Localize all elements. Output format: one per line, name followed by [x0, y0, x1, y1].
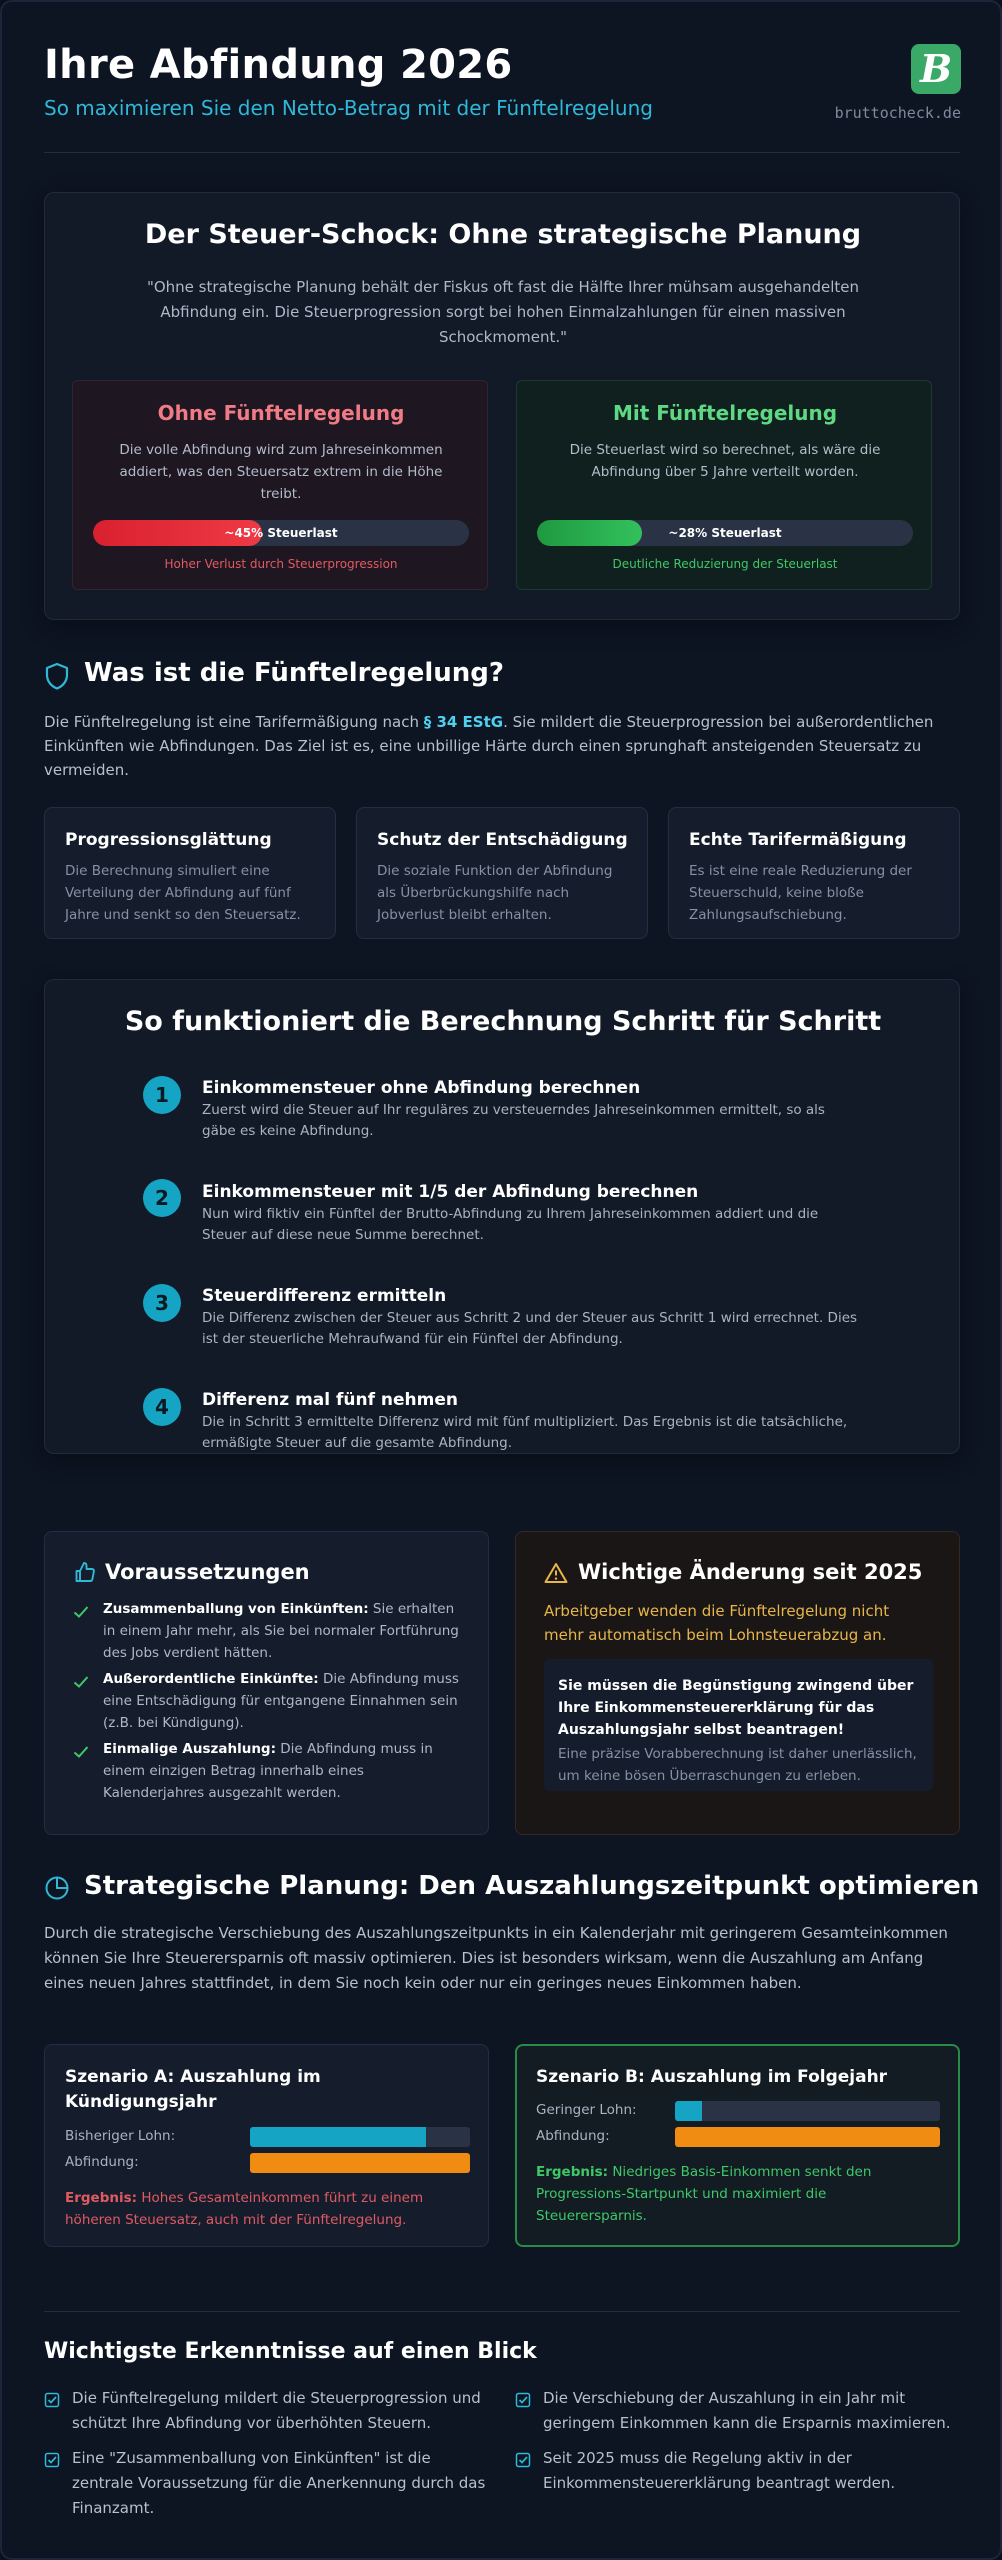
feature-text: Die soziale Funktion der Abfindung als Überbrückungshilfe nach Jobverlust bleibt erhalten. [377, 863, 613, 923]
check-icon [73, 1745, 89, 1759]
warning-icon [544, 1562, 568, 1584]
steps-title: So funktioniert die Berechnung Schritt für Schritt [124, 1006, 882, 1037]
law-reference[interactable]: § 34 EStG [423, 713, 504, 731]
requirement-text: Sie erhalten in einem Jahr mehr, als Sie bei normaler Fortführung des Jobs verdient hätten. [103, 1601, 459, 1661]
what-text-after: . Sie mildert die Steuerprogression bei außerordentlichen Einkünften wie Abfindungen. Das Ziel ist es, eine unbillige Härte durch einen sprunghaft ansteigenden Steuersatz zu vermeiden. [44, 713, 934, 779]
feature-card [44, 807, 336, 939]
requirement-text: Die Abfindung muss eine Entschädigung für entgangene Einnahmen sein (z.B. bei Kündigung). [103, 1671, 459, 1731]
divider [44, 152, 960, 153]
step-title: Einkommensteuer mit 1/5 der Abfindung berechnen [202, 1182, 699, 1202]
takeaways-title: Wichtigste Erkenntnisse auf einen Blick [44, 2339, 537, 2364]
scenario-a-label-2: Abfindung: [65, 2154, 139, 2170]
strategy-paragraph: Durch die strategische Verschiebung des Auszahlungszeitpunkts in ein Kalenderjahr mit geringerem Gesamteinkommen können Sie Ihre Steuerersparnis oft massiv optimieren. Dies ist besonders wirksam, wenn die Auszahlung am Anfang eines neuen Jahres stattfindet, in dem Sie noch kein oder nur ein geringes neues Einkommen haben. [44, 1924, 948, 1992]
scenario-a-bar-1 [250, 2127, 470, 2147]
takeaway-item: Die Fünftelregelung mildert die Steuerprogression und schützt Ihre Abfindung vor überhöhten Steuern. [72, 2389, 481, 2432]
step-number: 3 [143, 1284, 181, 1322]
step-number: 4 [143, 1388, 181, 1426]
scenario-a-title: Szenario A: Auszahlung im Kündigungsjahr [65, 2067, 321, 2112]
requirement-bold: Zusammenballung von Einkünften: [103, 1601, 369, 1617]
change-notice [544, 1659, 933, 1791]
scenario-a-bar-2 [250, 2153, 470, 2173]
page-subtitle: So maximieren Sie den Netto-Betrag mit der Fünftelregelung [44, 96, 653, 120]
requirement-bold: Außerordentliche Einkünfte: [103, 1671, 319, 1687]
scenario-a-bar-1-fill [250, 2127, 426, 2147]
step-number: 2 [143, 1179, 181, 1217]
with-rule-bar-label: ~28% Steuerlast [668, 526, 782, 540]
what-text-before: Die Fünftelregelung ist eine Tarifermäßigung nach [44, 713, 424, 731]
what-title: Was ist die Fünftelregelung? [84, 658, 504, 688]
requirements-title: Voraussetzungen [105, 1560, 310, 1584]
checkbox-icon [515, 2392, 531, 2408]
change-notice-bold: Sie müssen die Begünstigung zwingend über Ihre Einkommensteuererklärung für das Auszahlungsjahr selbst beantragen! [558, 1678, 914, 1738]
check-icon [73, 1675, 89, 1689]
scenario-a-bar-2-fill [250, 2153, 470, 2173]
step-text: Die Differenz zwischen der Steuer aus Schritt 2 und der Steuer aus Schritt 1 wird errechnet. Dies ist der steuerliche Mehraufwand für ein Fünftel der Abfindung. [202, 1310, 858, 1347]
page-title: Ihre Abfindung 2026 [44, 42, 513, 88]
scenario-b-bar-2 [675, 2127, 940, 2147]
step-text: Nun wird fiktiv ein Fünftel der Brutto-Abfindung zu Ihrem Jahreseinkommen addiert und die Steuer auf diese neue Summe berechnet. [202, 1206, 819, 1243]
step-number: 1 [143, 1076, 181, 1114]
feature-card [356, 807, 648, 939]
tax-shock-quote: "Ohne strategische Planung behält der Fiskus oft fast die Hälfte Ihrer mühsam ausgehandelten Abfindung ein. Die Steuerprogression sorgt bei hohen Einmalzahlungen für einen massiven Schockmoment." [146, 278, 860, 346]
requirement-text: Die Abfindung muss in einem einzigen Betrag innerhalb eines Kalenderjahres ausgezahlt werden. [103, 1741, 433, 1801]
step-text: Die in Schritt 3 ermittelte Differenz wird mit fünf multipliziert. Das Ergebnis ist die tatsächliche, ermäßigte Steuer auf die gesamte Abfindung. [202, 1414, 848, 1451]
without-rule-card [72, 380, 488, 590]
requirement-item [103, 1738, 465, 1804]
with-rule-title: Mit Fünftelregelung [612, 401, 838, 425]
without-rule-note: Hoher Verlust durch Steuerprogression [164, 557, 398, 571]
feature-text: Es ist eine reale Reduzierung der Steuerschuld, keine bloße Zahlungsaufschiebung. [689, 863, 912, 923]
checkbox-icon [44, 2452, 60, 2468]
step-text: Zuerst wird die Steuer auf Ihr reguläres zu versteuerndes Jahreseinkommen ermittelt, so als gäbe es keine Abfindung. [202, 1102, 825, 1139]
takeaway-item: Die Verschiebung der Auszahlung in ein Jahr mit geringem Einkommen kann die Ersparnis maximieren. [543, 2389, 951, 2432]
pie-chart-icon [44, 1875, 70, 1901]
brand-logo[interactable]: B [911, 44, 961, 94]
checkbox-icon [44, 2392, 60, 2408]
scenario-a-label-1: Bisheriger Lohn: [65, 2128, 176, 2144]
scenario-b-card [515, 2044, 960, 2247]
without-rule-text: Die volle Abfindung wird zum Jahreseinkommen addiert, was den Steuersatz extrem in die Höhe treibt. [119, 442, 443, 502]
with-rule-text: Die Steuerlast wird so berechnet, als wäre die Abfindung über 5 Jahre verteilt worden. [569, 442, 881, 480]
feature-title: Echte Tarifermäßigung [689, 830, 907, 850]
step-title: Differenz mal fünf nehmen [202, 1390, 458, 1410]
requirements-card [44, 1531, 489, 1835]
change-notice-note: Eine präzise Vorabberechnung ist daher unerlässlich, um keine bösen Überraschungen zu erleben. [558, 1746, 917, 1784]
scenario-b-result-text: Niedriges Basis-Einkommen senkt den Progressions-Startpunkt und maximiert die Steuerersparnis. [536, 2164, 872, 2224]
without-rule-bar-label: ~45% Steuerlast [224, 526, 338, 540]
scenario-b-bar-1 [675, 2101, 940, 2121]
change-subtitle: Arbeitgeber wenden die Fünftelregelung nicht mehr automatisch beim Lohnsteuerabzug an. [544, 1602, 890, 1644]
scenario-b-result-label: Ergebnis: [536, 2164, 609, 2180]
check-icon [73, 1605, 89, 1619]
shield-icon [44, 662, 70, 690]
requirement-item [103, 1668, 465, 1734]
scenario-b-title: Szenario B: Auszahlung im Folgejahr [536, 2067, 888, 2087]
scenario-a-card [44, 2044, 489, 2247]
requirement-item [103, 1598, 465, 1664]
scenario-b-bar-1-fill [675, 2101, 702, 2121]
scenario-a-result-label: Ergebnis: [65, 2190, 138, 2206]
change-card [515, 1531, 960, 1835]
step-title: Einkommensteuer ohne Abfindung berechnen [202, 1078, 641, 1098]
divider [44, 2311, 960, 2312]
scenario-b-bar-2-fill [675, 2127, 940, 2147]
with-rule-note: Deutliche Reduzierung der Steuerlast [612, 557, 838, 571]
scenario-b-result [536, 2161, 936, 2227]
scenario-a-result [65, 2187, 455, 2231]
steps-card [44, 979, 960, 1454]
brand-domain: bruttocheck.de [834, 104, 961, 122]
scenario-a-result-text: Hohes Gesamteinkommen führt zu einem höheren Steuersatz, auch mit der Fünftelregelung. [65, 2190, 424, 2228]
change-title: Wichtige Änderung seit 2025 [578, 1560, 923, 1584]
checkbox-icon [515, 2452, 531, 2468]
thumbs-up-icon [73, 1560, 97, 1584]
scenario-b-label-1: Geringer Lohn: [536, 2102, 637, 2118]
feature-title: Schutz der Entschädigung [377, 830, 628, 850]
requirement-bold: Einmalige Auszahlung: [103, 1741, 276, 1757]
feature-card [668, 807, 960, 939]
takeaway-item: Eine "Zusammenballung von Einkünften" ist die zentrale Voraussetzung für die Anerkennung durch das Finanzamt. [72, 2449, 486, 2517]
step-title: Steuerdifferenz ermitteln [202, 1286, 447, 1306]
feature-title: Progressionsglättung [65, 830, 272, 850]
tax-shock-card [44, 192, 960, 620]
feature-text: Die Berechnung simuliert eine Verteilung der Abfindung auf fünf Jahre und senkt so den Steuersatz. [65, 863, 301, 923]
without-rule-title: Ohne Fünftelregelung [157, 401, 405, 425]
takeaway-item: Seit 2025 muss die Regelung aktiv in der Einkommensteuererklärung beantragt werden. [543, 2449, 896, 2492]
strategy-title: Strategische Planung: Den Auszahlungszeitpunkt optimieren [84, 1871, 980, 1901]
with-rule-card [516, 380, 932, 590]
scenario-b-label-2: Abfindung: [536, 2128, 610, 2144]
what-paragraph [44, 710, 960, 782]
tax-shock-title: Der Steuer-Schock: Ohne strategische Planung [144, 219, 862, 250]
